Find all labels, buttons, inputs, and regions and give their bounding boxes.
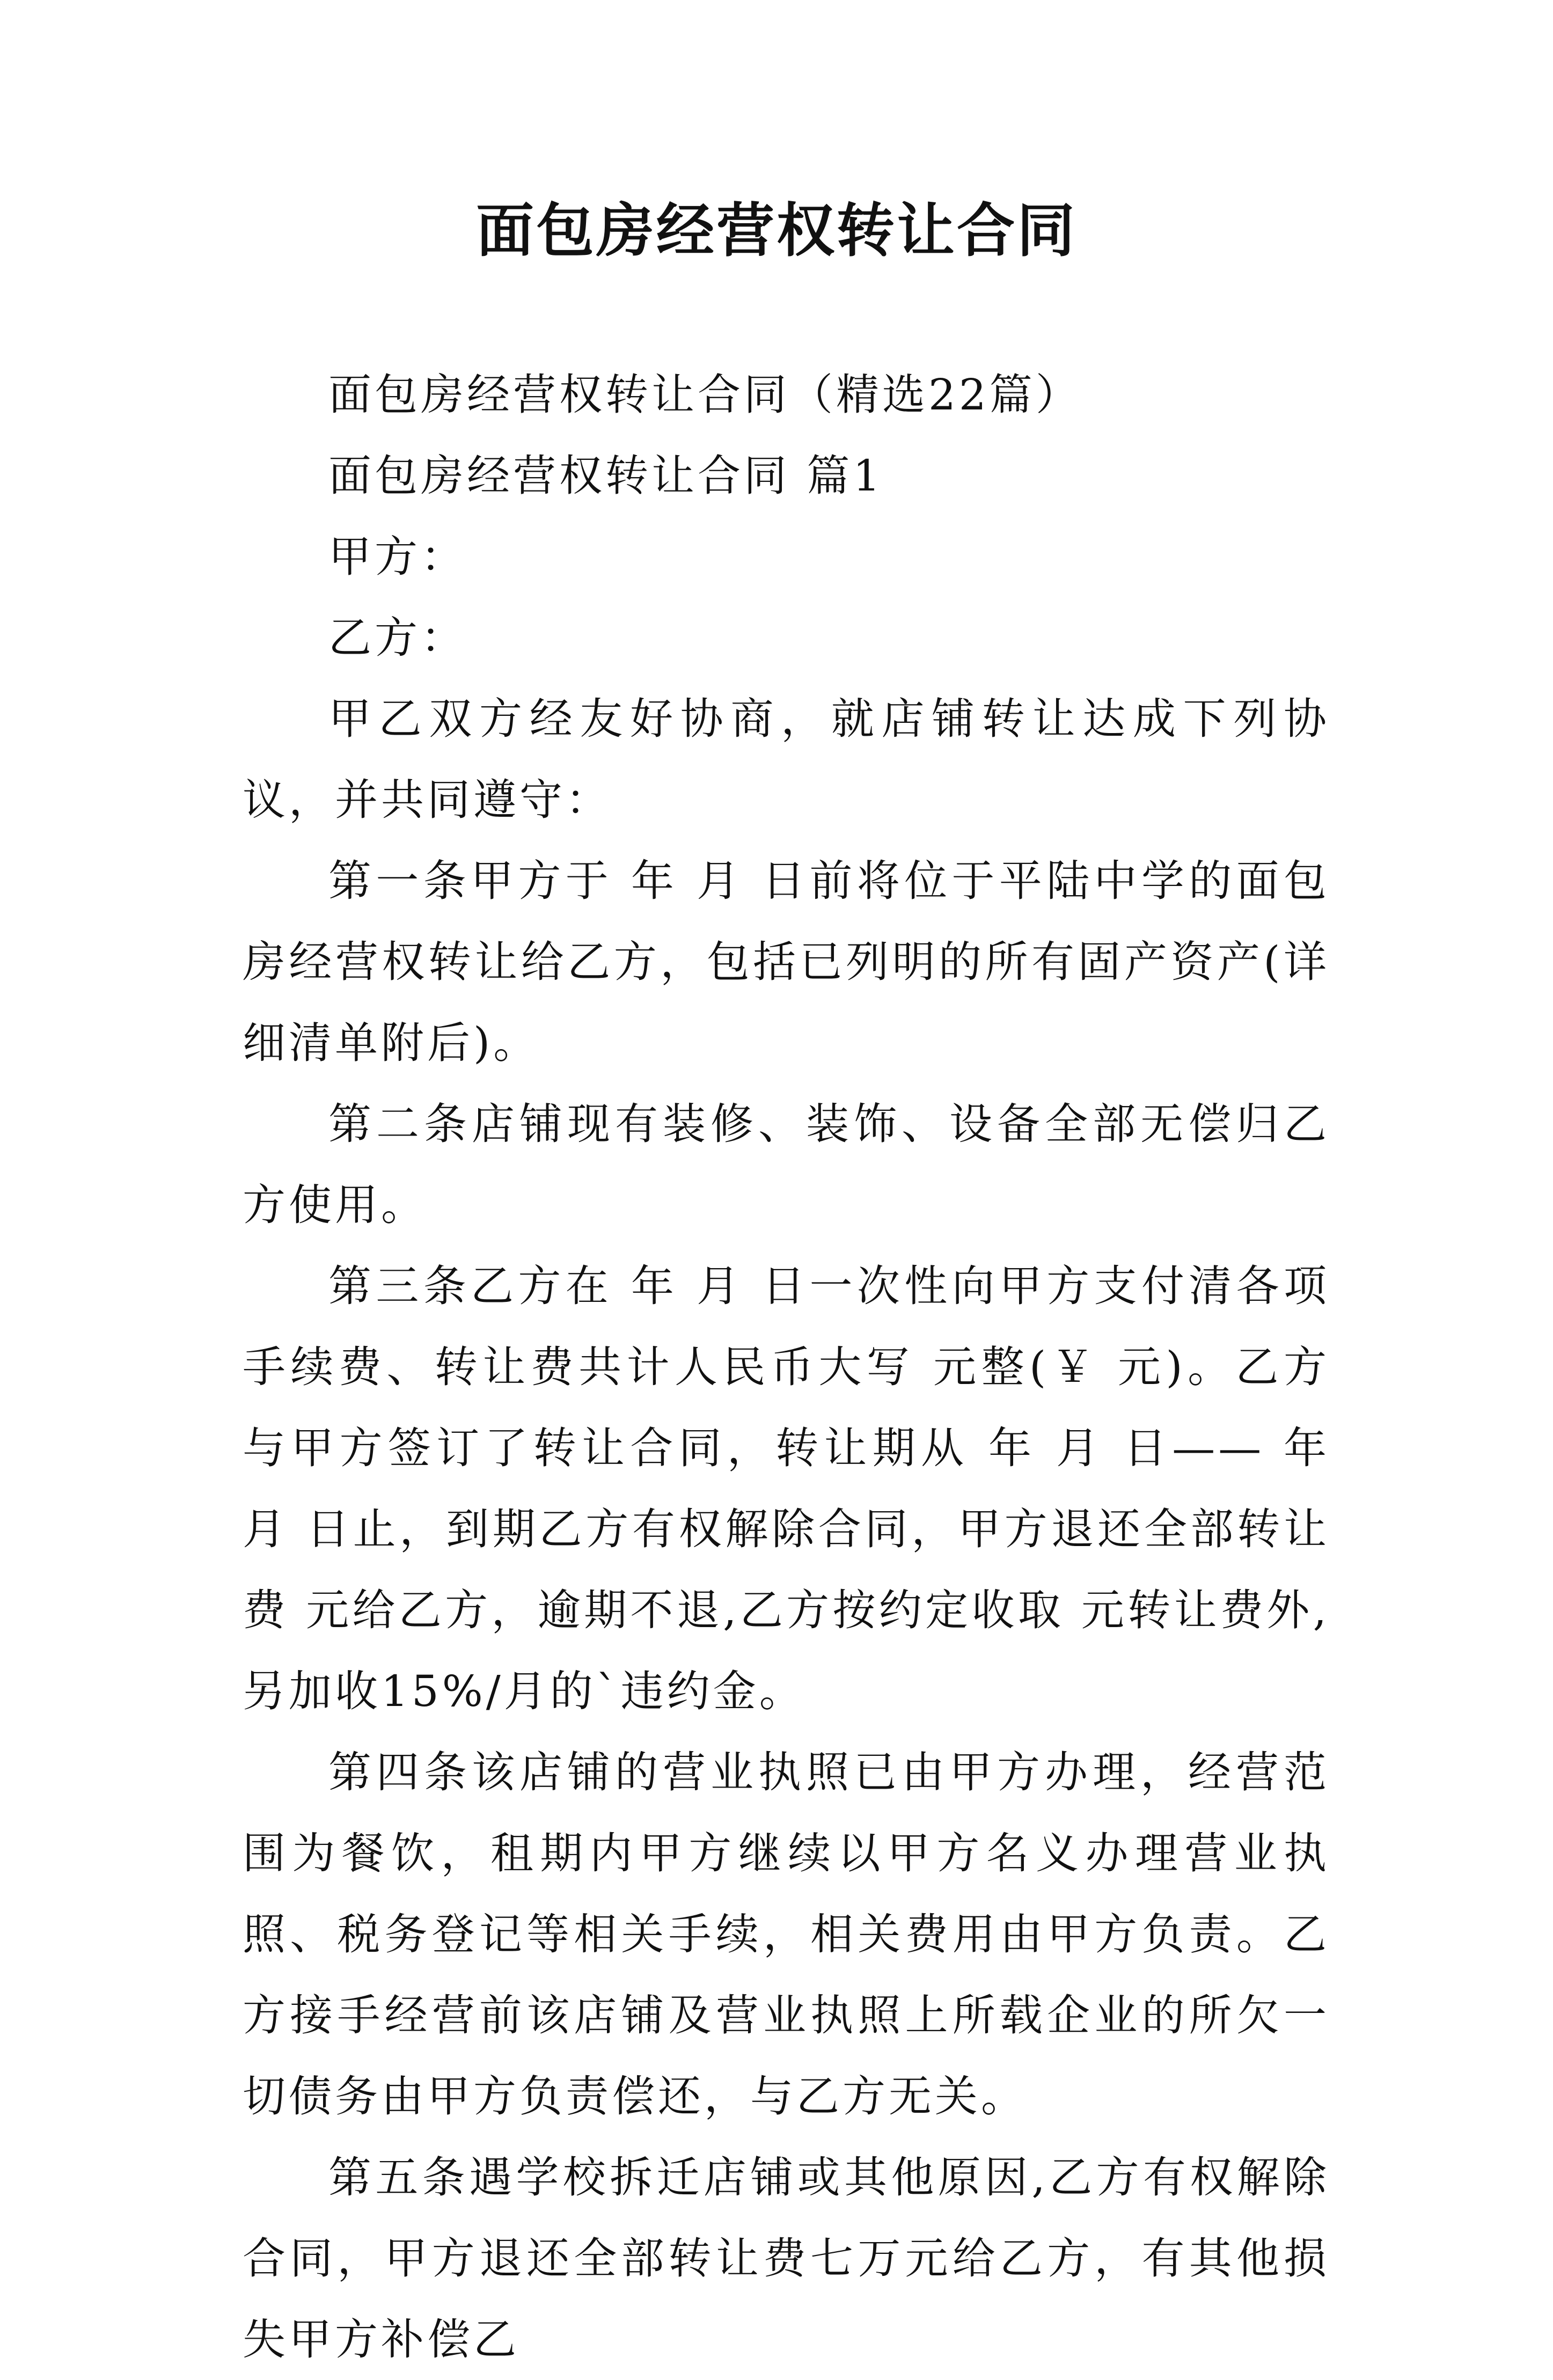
party-b-line: 乙方： [328, 613, 467, 663]
document-title: 面包房经营权转让合同 [475, 197, 1077, 265]
article-2-paragraph: 第二条店铺现有装修、装饰、设备全部无偿归乙方使用。 [243, 1099, 1330, 1230]
party-a-line: 甲方： [328, 532, 467, 582]
section-heading: 面包房经营权转让合同 篇1 [328, 451, 884, 501]
article-4-paragraph: 第四条该店铺的营业执照已由甲方办理，经营范围为餐饮，租期内甲方继续以甲方名义办理营业执照、税务登记等相关手续，相关费用由甲方负责。乙方接手经营前该店铺及营业执照上所载企业的所欠一切债务由甲方负责偿还，与乙方无关。 [243, 1747, 1330, 2121]
article-1-paragraph: 第一条甲方于 年 月 日前将位于平陆中学的面包房经营权转让给乙方，包括已列明的所有固产资产(详细清单附后)。 [243, 856, 1330, 1068]
subtitle-paragraph: 面包房经营权转让合同（精选22篇） [328, 370, 1082, 420]
document-body [243, 354, 1330, 2380]
article-5-paragraph: 第五条遇学校拆迁店铺或其他原因,乙方有权解除合同，甲方退还全部转让费七万元给乙方，有其他损失甲方补偿乙 [243, 2152, 1330, 2364]
preamble-paragraph: 甲乙双方经友好协商，就店铺转让达成下列协议，并共同遵守： [243, 694, 1330, 825]
article-3-paragraph: 第三条乙方在 年 月 日一次性向甲方支付清各项手续费、转让费共计人民币大写 元整(￥ 元)。乙方与甲方签订了转让合同，转让期从 年 月 日—— 年 月 日止，到期乙方有权解除合同，甲方退还全部转让费 元给乙方，逾期不退,乙方按约定收取 元转让费外,另加收15%/月的`违约金。 [243, 1261, 1330, 1716]
